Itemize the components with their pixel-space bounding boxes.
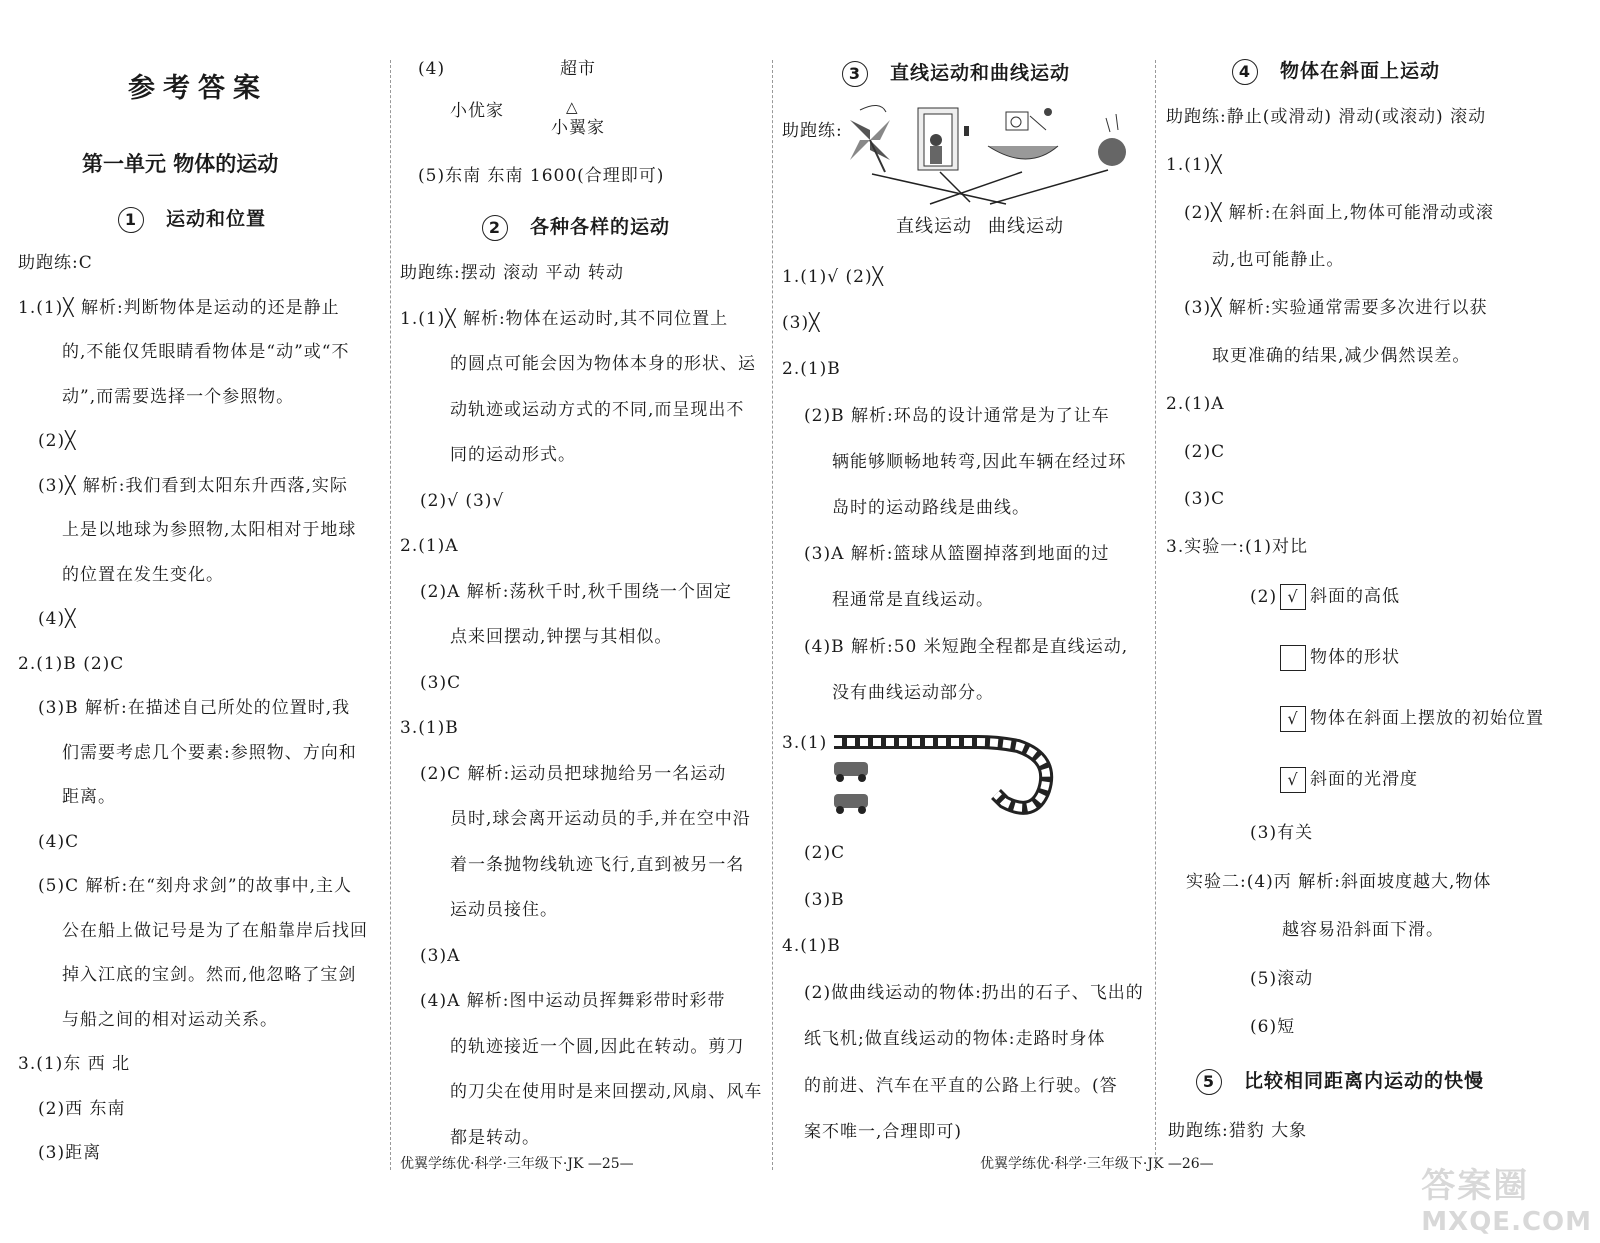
answer-line: 助跑练:猎豹 大象 xyxy=(1168,1121,1308,1141)
watermark-site: MXQE.COM xyxy=(1421,1207,1592,1237)
match-line xyxy=(990,170,1108,204)
answer-line: 1.(1)╳ 解析:判断物体是运动的还是静止 xyxy=(18,297,340,318)
answer-line: 3.实验一:(1)对比 xyxy=(1166,537,1309,558)
lesson-title: 比较相同距离内运动的快慢 xyxy=(1244,1070,1485,1092)
checkbox-label: 斜面的高低 xyxy=(1310,586,1400,607)
answer-line: (3)C xyxy=(420,672,462,693)
answer-line: 3.(1)B xyxy=(400,718,459,738)
answer-line: 点来回摆动,钟摆与其相似。 xyxy=(450,627,673,647)
answer-line: 助跑练:C xyxy=(18,253,93,273)
checkbox-label: 物体在斜面上摆放的初始位置 xyxy=(1310,708,1544,729)
answer-line: 助跑练:摆动 滚动 平动 转动 xyxy=(400,263,624,283)
unit-title: 第一单元 物体的运动 xyxy=(82,152,279,176)
answer-line: (3)╳ xyxy=(782,313,821,334)
column-divider xyxy=(1155,60,1156,1170)
lesson-number-badge: 1 xyxy=(118,207,144,233)
page-footer-26: 优翼学练优·科学·三年级下·JK —26— xyxy=(980,1156,1214,1172)
answer-line: 助跑练:静止(或滑动) 滑动(或滚动) 滚动 xyxy=(1166,107,1487,127)
answer-line: (2)╳ 解析:在斜面上,物体可能滑动或滚 xyxy=(1184,202,1494,223)
motion-matching-figure xyxy=(840,100,1160,220)
lesson-1-heading xyxy=(118,204,266,233)
pinwheel-icon xyxy=(850,105,890,172)
page-divider xyxy=(772,60,773,1170)
answer-line: (2)C 解析:运动员把球抛给另一名运动 xyxy=(420,763,727,784)
answer-line: 都是转动。 xyxy=(450,1127,540,1148)
answer-line: 案不唯一,合理即可) xyxy=(804,1122,963,1142)
warmup-label: 助跑练: xyxy=(782,121,843,141)
checkbox-label: 物体的形状 xyxy=(1310,647,1400,668)
answer-line: 4.(1)B xyxy=(782,936,841,956)
lesson-4-heading xyxy=(1232,56,1440,85)
map-youyou-home: 小优家 xyxy=(450,101,504,121)
answer-line: 2.(1)B xyxy=(782,359,841,380)
lesson-title: 各种各样的运动 xyxy=(530,216,671,238)
basketball-hoop-icon xyxy=(988,108,1058,159)
page-footer-25: 优翼学练优·科学·三年级下·JK —25— xyxy=(400,1156,634,1172)
answer-line: (3)B 解析:在描述自己所处的位置时,我 xyxy=(38,698,351,718)
answer-line: 们需要考虑几个要素:参照物、方向和 xyxy=(62,742,357,763)
lesson-title: 运动和位置 xyxy=(166,208,267,230)
answer-line: (2)A 解析:荡秋千时,秋千围绕一个固定 xyxy=(420,581,732,602)
elevator-icon xyxy=(918,108,969,170)
answer-line: (2)B 解析:环岛的设计通常是为了让车 xyxy=(804,405,1110,426)
answer-line: 2.(1)A xyxy=(1166,393,1225,414)
answer-line: 运动员接住。 xyxy=(450,900,558,920)
map-yiyi-home: 小翼家 xyxy=(551,118,605,138)
answer-line: 动”,而需要选择一个参照物。 xyxy=(62,386,295,407)
answer-line: (3)有关 xyxy=(1250,823,1314,843)
answer-line: 岛时的运动路线是曲线。 xyxy=(832,498,1030,518)
answer-line: 距离。 xyxy=(62,787,116,807)
checkbox-row xyxy=(1250,584,1400,610)
lesson-5-heading xyxy=(1196,1066,1484,1095)
curve-motion-label: 曲线运动 xyxy=(988,216,1064,237)
answer-line: 辆能够顺畅地转弯,因此车辆在经过环 xyxy=(832,451,1127,472)
answer-line: 动轨迹或运动方式的不同,而呈现出不 xyxy=(450,399,745,420)
answer-line: 的前进、汽车在平直的公路上行驶。(答 xyxy=(804,1075,1118,1096)
track-figure xyxy=(828,728,1068,828)
question-label: 3.(1) xyxy=(782,733,828,753)
answer-line: (2)做曲线运动的物体:扔出的石子、飞出的 xyxy=(804,982,1144,1003)
map-supermarket: 超市 xyxy=(560,59,596,79)
checkbox-row xyxy=(1250,767,1418,793)
answer-line: (4)A 解析:图中运动员挥舞彩带时彩带 xyxy=(420,991,726,1011)
watermark-logo-text: 答案圈 xyxy=(1421,1166,1530,1206)
answer-line: (4)B 解析:50 米短跑全程都是直线运动, xyxy=(804,636,1129,657)
answer-line: (4)C xyxy=(38,831,80,852)
answer-line: 3.(1)东 西 北 xyxy=(18,1054,131,1074)
lesson-title: 物体在斜面上运动 xyxy=(1280,60,1441,82)
answer-line: 着一条抛物线轨迹飞行,直到被另一名 xyxy=(450,854,745,875)
lesson-number-badge: 3 xyxy=(842,61,868,87)
race-car-icon xyxy=(834,794,868,814)
checkbox-prefix: (2) xyxy=(1250,586,1278,607)
answer-line: (3)A xyxy=(420,945,461,966)
answer-line: 取更准确的结果,减少偶然误差。 xyxy=(1212,346,1471,366)
answer-line: 程通常是直线运动。 xyxy=(832,590,994,611)
lesson-number-badge: 5 xyxy=(1196,1069,1222,1095)
question-label: (4) xyxy=(418,59,446,79)
straight-motion-label: 直线运动 xyxy=(896,216,972,237)
match-line xyxy=(872,174,1006,204)
answer-line: 动,也可能静止。 xyxy=(1212,250,1345,271)
answer-line: 的轨迹接近一个圆,因此在转动。剪刀 xyxy=(450,1036,745,1057)
answer-line: (3)B xyxy=(804,889,845,910)
answer-line: 公在船上做记号是为了在船靠岸后找回 xyxy=(62,920,368,941)
lesson-3-heading xyxy=(842,58,1070,87)
answer-line: 与船之间的相对运动关系。 xyxy=(62,1009,278,1030)
checkbox-label: 斜面的光滑度 xyxy=(1310,769,1418,790)
checkbox[interactable]: √ xyxy=(1280,706,1306,732)
answer-line: (2)C xyxy=(804,843,846,863)
answer-line: 2.(1)B (2)C xyxy=(18,653,125,674)
answer-line: 越容易沿斜面下滑。 xyxy=(1282,920,1444,940)
match-line xyxy=(940,172,970,202)
answer-line: (2)╳ xyxy=(38,431,77,451)
column-divider xyxy=(390,60,391,1170)
checkbox[interactable]: √ xyxy=(1280,767,1306,793)
answer-line: (2)C xyxy=(1184,441,1226,462)
watermark xyxy=(1421,1158,1592,1237)
answer-line: (5)C 解析:在“刻舟求剑”的故事中,主人 xyxy=(38,876,353,896)
answer-line: 的刀尖在使用时是来回摆动,风扇、风车 xyxy=(450,1082,763,1102)
checkbox-row xyxy=(1250,645,1400,671)
answer-line: (2)√ (3)√ xyxy=(420,490,505,511)
answer-line: (3)C xyxy=(1184,489,1226,510)
answer-line: 同的运动形式。 xyxy=(450,445,576,465)
lesson-number-badge: 2 xyxy=(482,215,508,241)
answer-line: 掉入江底的宝剑。然而,他忽略了宝剑 xyxy=(62,965,357,985)
checkbox-row xyxy=(1250,706,1544,732)
answer-line: (3)A 解析:篮球从篮圈掉落到地面的过 xyxy=(804,544,1110,565)
triangle-marker: △ xyxy=(566,98,579,116)
answer-line: 2.(1)A xyxy=(400,536,459,556)
answer-line: (4)╳ xyxy=(38,609,77,629)
answer-line: (3)╳ 解析:实验通常需要多次进行以获 xyxy=(1184,298,1488,319)
answer-line: (3)╳ 解析:我们看到太阳东升西落,实际 xyxy=(38,475,348,496)
race-car-icon xyxy=(834,762,868,782)
answer-line: 的位置在发生变化。 xyxy=(62,564,224,585)
answer-line: 1.(1)√ (2)╳ xyxy=(782,267,884,287)
answer-line: 1.(1)╳ xyxy=(1166,154,1223,175)
lesson-2-heading xyxy=(482,212,670,241)
answer-line: 实验二:(4)丙 解析:斜面坡度越大,物体 xyxy=(1186,871,1492,892)
falling-apple-icon xyxy=(1098,114,1126,166)
checkbox[interactable] xyxy=(1280,645,1306,671)
answer-line: 没有曲线运动部分。 xyxy=(832,682,994,703)
answer-line: (6)短 xyxy=(1250,1017,1296,1037)
answer-line: (5)滚动 xyxy=(1250,968,1314,989)
answer-line: 上是以地球为参照物,太阳相对于地球 xyxy=(62,520,357,540)
answer-line: (5)东南 东南 1600(合理即可) xyxy=(418,166,665,186)
page-title: 参考答案 xyxy=(128,73,268,104)
answer-line: (2)西 东南 xyxy=(38,1098,126,1119)
answer-line: 的圆点可能会因为物体本身的形状、运 xyxy=(450,354,756,374)
checkbox[interactable]: √ xyxy=(1280,584,1306,610)
answer-line: 员时,球会离开运动员的手,并在空中沿 xyxy=(450,809,751,829)
lesson-number-badge: 4 xyxy=(1232,59,1258,85)
answer-line: 纸飞机;做直线运动的物体:走路时身体 xyxy=(804,1029,1106,1049)
answer-line: 1.(1)╳ 解析:物体在运动时,其不同位置上 xyxy=(400,308,729,329)
answer-line: 的,不能仅凭眼睛看物体是“动”或“不 xyxy=(62,342,350,362)
lesson-title: 直线运动和曲线运动 xyxy=(890,62,1071,84)
answer-line: (3)距离 xyxy=(38,1143,102,1163)
